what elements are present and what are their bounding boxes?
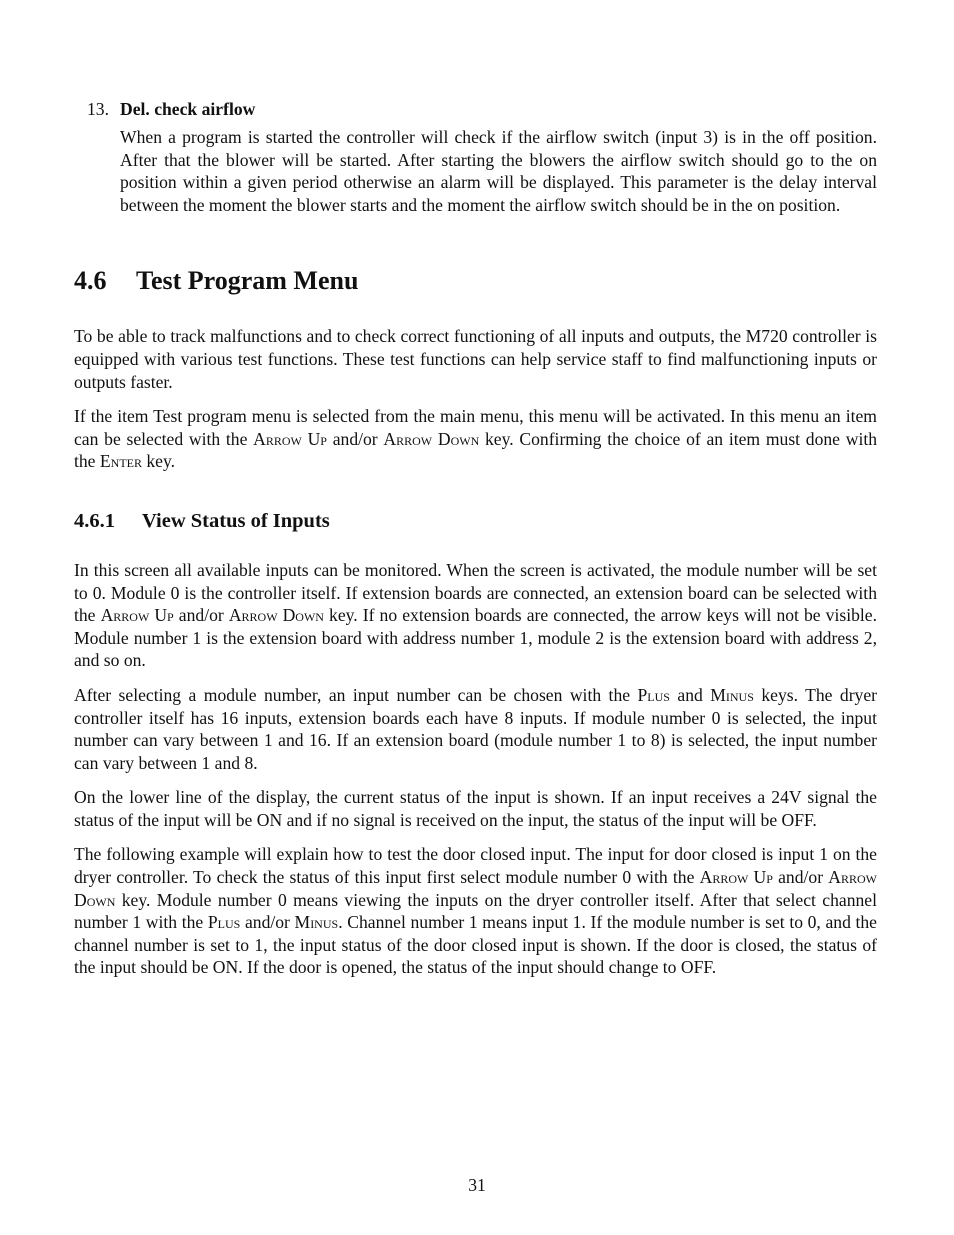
key-arrow-down: Arrow Down [383,428,480,449]
list-item-title: Del. check airflow [120,99,256,119]
subsection-heading [74,507,877,535]
key-minus: Minus [294,912,339,933]
page-content [74,96,877,979]
section-number: 4.6 [74,266,107,296]
key-arrow-down: Arrow Down [74,867,877,910]
page-number: 31 [468,1175,486,1195]
section-paragraph-2: If the item Test program menu is selected from the main menu, this menu will be activated. In this menu an item can be selected with the Arrow Up and/or Arrow Down key. Confirming the choice of an item must done with the Enter key. [74,406,878,472]
key-minus: Minus [710,684,754,705]
key-plus: Plus [207,912,241,933]
list-item-number: 13. [87,99,109,119]
section-heading [74,264,877,298]
list-item-13-heading [87,96,877,122]
list-item-13-body: When a program is started the controller will check if the airflow switch (input 3) is in the off position. After that the blower will be started. After starting the blowers the airflow switch should go to the on position within a given period otherwise an alarm will be displayed. This parameter is the delay interval between the moment the blower starts and the moment the airflow switch should be in the on position. [120,127,877,215]
subsection-title: View Status of Inputs [142,509,330,532]
key-enter: Enter [99,451,142,472]
subsection-paragraph-3: On the lower line of the display, the current status of the input is shown. If an input receives a 24V signal the status of the input will be ON and if no signal is received on the input, the status of the input will be OFF. [74,787,877,830]
section-body [74,325,877,473]
section-title: Test Program Menu [136,266,359,296]
subsection-paragraph-1: In this screen all available inputs can be monitored. When the screen is activated, the module number will be set to 0. Module 0 is the controller itself. If extension boards are connected, an extension board can be selected with the Arrow Up and/or Arrow Down key. If no extension boards are connected, the arrow keys will not be visible. Module number 1 is the extension board with address number 1, module 2 is the extension board with address 2, and so on. [74,559,877,671]
key-arrow-up: Arrow Up [253,428,327,449]
section-paragraph-1: To be able to track malfunctions and to check correct functioning of all inputs and outputs, the M720 controller is equipped with various test functions. These test functions can help service staff to find malfunctioning inputs or outputs faster. [74,326,877,392]
subsection-paragraph-4: The following example will explain how to test the door closed input. The input for door closed is input 1 on the dryer controller. To check the status of this input first select module number 0 with the Arrow Up and/or Arrow Down key. Module number 0 means viewing the inputs on the dryer controller itself. After that select channel number 1 with the Plus and/or Minus. Channel number 1 means input 1. If the module number is set to 0, and the channel number is set to 1, the input status of the door closed input is shown. If the door is closed, the status of the input should be ON. If the door is opened, the status of the input should change to OFF. [74,844,877,978]
subsection-body [74,559,877,979]
key-arrow-up: Arrow Up [699,867,773,888]
subsection-paragraph-2: After selecting a module number, an input number can be chosen with the Plus and Minus keys. The dryer controller itself has 16 inputs, extension boards each have 8 inputs. If module number 0 is selected, the input number can vary between 1 and 16. If an extension board (module number 1 to 8) is selected, the input number can vary between 1 and 8. [74,684,878,773]
key-arrow-down: Arrow Down [228,605,324,626]
subsection-number: 4.6.1 [74,509,115,532]
key-plus: Plus [637,684,670,705]
key-arrow-up: Arrow Up [100,605,174,626]
